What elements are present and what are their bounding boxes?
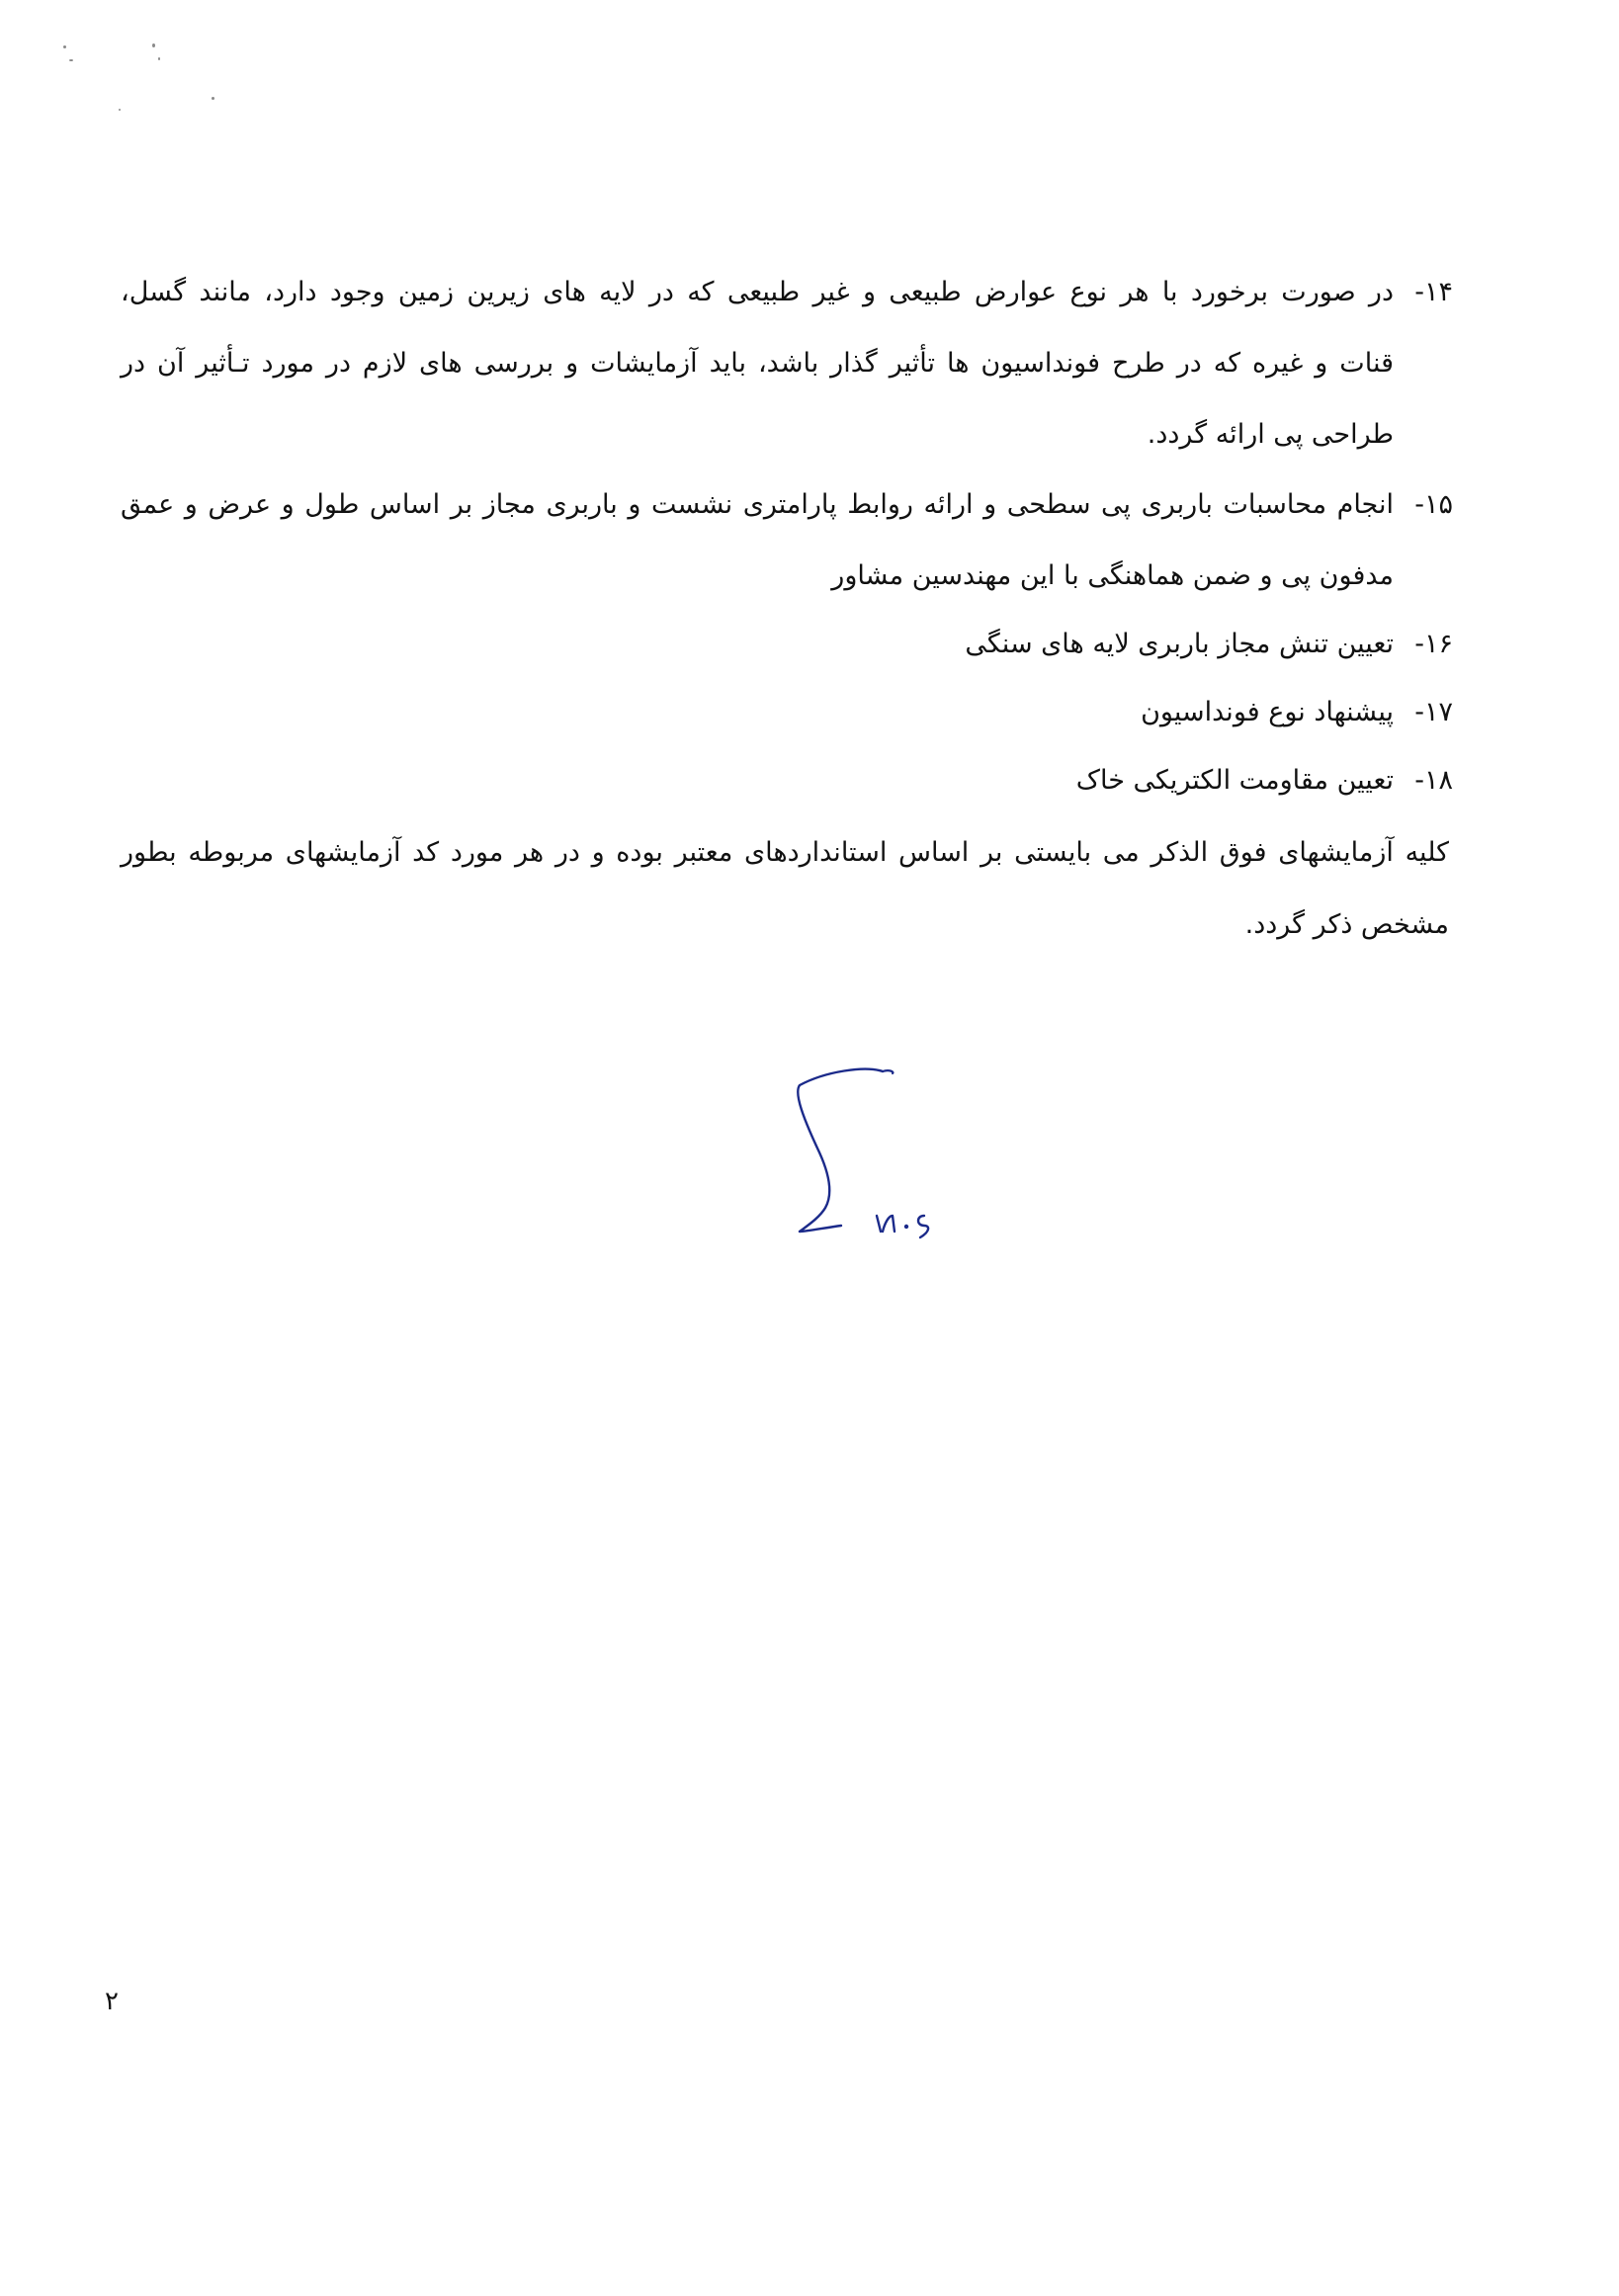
item-text-continued: قنات و غیره که در طرح فونداسیون ها تأثیر گذار باشد، باید آزمایشات و بررسی های لازم در مورد تـأثیر آن در <box>121 348 1394 379</box>
item-text-continued: طراحی پی ارائه گردد. <box>1147 419 1394 450</box>
item-number: ۱۴- <box>1414 277 1453 307</box>
scan-speck <box>63 45 66 48</box>
scan-speck <box>119 109 121 111</box>
list-item-17 <box>121 689 1453 735</box>
handwritten-signature <box>786 1058 954 1255</box>
list-item-16 <box>121 621 1453 667</box>
item-text: انجام محاسبات باربری پی سطحی و ارائه روابط پارامتری نشست و باربری مجاز بر اساس طول و عرض و عمق <box>121 489 1394 520</box>
page-number: ۲ <box>105 1987 119 2016</box>
scan-speck <box>69 59 73 61</box>
item-number: ۱۶- <box>1414 629 1453 659</box>
item-number: ۱۵- <box>1414 489 1453 520</box>
item-number: ۱۷- <box>1414 697 1453 727</box>
list-item-15 <box>121 481 1453 599</box>
scan-speck <box>158 57 160 60</box>
item-text: تعیین تنش مجاز باربری لایه های سنگی <box>965 629 1394 659</box>
document-body <box>121 269 1453 948</box>
scan-speck <box>212 97 214 100</box>
item-text-continued: مدفون پی و ضمن هماهنگی با این مهندسین مشاور <box>831 560 1394 591</box>
closing-note-line: مشخص ذکر گردد. <box>1244 909 1449 940</box>
item-text: پیشنهاد نوع فونداسیون <box>1141 697 1394 727</box>
closing-note-line: کلیه آزمایشهای فوق الذکر می بایستی بر اساس استانداردهای معتبر بوده و در هر مورد کد آزمایشهای مربوطه بطور <box>121 837 1449 868</box>
item-text: تعیین مقاومت الکتریکی خاک <box>1075 765 1394 796</box>
list-item-14 <box>121 269 1453 458</box>
list-item-18 <box>121 757 1453 804</box>
item-number: ۱۸- <box>1414 765 1453 796</box>
item-text: در صورت برخورد با هر نوع عوارض طبیعی و غیر طبیعی که در لایه های زیرین زمین وجود دارد، مانند گسل، <box>121 277 1394 307</box>
closing-note <box>121 829 1449 948</box>
scan-speck <box>152 43 155 47</box>
